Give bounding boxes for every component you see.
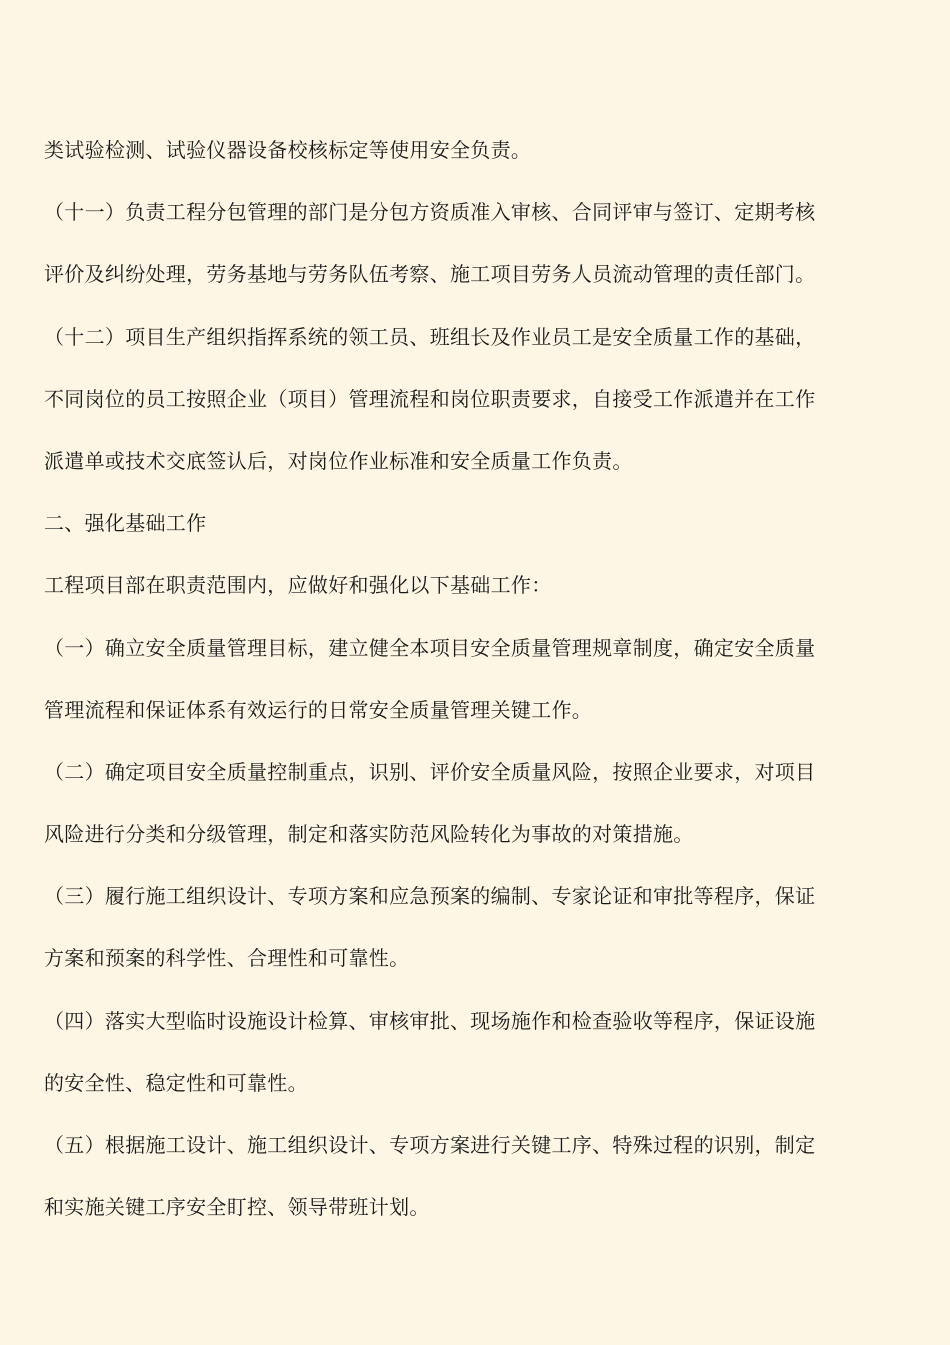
document-body	[44, 126, 844, 1245]
text-line: 方案和预案的科学性、合理性和可靠性。	[44, 946, 410, 971]
text-line: （四）落实大型临时设施设计检算、审核审批、现场施作和检查验收等程序，保证设施	[44, 1008, 816, 1033]
text-line: （一）确立安全质量管理目标，建立健全本项目安全质量管理规章制度，确定安全质量	[44, 635, 816, 660]
text-line: 风险进行分类和分级管理，制定和落实防范风险转化为事故的对策措施。	[44, 822, 694, 847]
text-line: 派遣单或技术交底签认后，对岗位作业标准和安全质量工作负责。	[44, 448, 633, 473]
section-heading: 二、强化基础工作	[44, 511, 207, 536]
text-line: （五）根据施工设计、施工组织设计、专项方案进行关键工序、特殊过程的识别，制定	[44, 1133, 816, 1157]
text-line: 管理流程和保证体系有效运行的日常安全质量管理关键工作。	[44, 697, 593, 722]
text-line: 的安全性、稳定性和可靠性。	[44, 1070, 308, 1095]
text-line: （十二）项目生产组织指挥系统的领工员、班组长及作业员工是安全质量工作的基础，	[44, 324, 816, 349]
text-line: 和实施关键工序安全盯控、领导带班计划。	[44, 1195, 430, 1220]
text-line: 不同岗位的员工按照企业（项目）管理流程和岗位职责要求，自接受工作派遣并在工作	[44, 386, 816, 411]
text-line: （二）确定项目安全质量控制重点，识别、评价安全质量风险，按照企业要求，对项目	[44, 759, 816, 784]
text-line: （三）履行施工组织设计、专项方案和应急预案的编制、专家论证和审批等程序，保证	[44, 884, 816, 909]
text-line: 类试验检测、试验仪器设备校核标定等使用安全负责。	[44, 138, 532, 162]
text-line: （十一）负责工程分包管理的部门是分包方资质准入审核、合同评审与签订、定期考核	[44, 200, 816, 225]
text-line: 评价及纠纷处理，劳务基地与劳务队伍考察、施工项目劳务人员流动管理的责任部门。	[44, 262, 816, 287]
text-line: 工程项目部在职责范围内，应做好和强化以下基础工作：	[44, 573, 552, 598]
